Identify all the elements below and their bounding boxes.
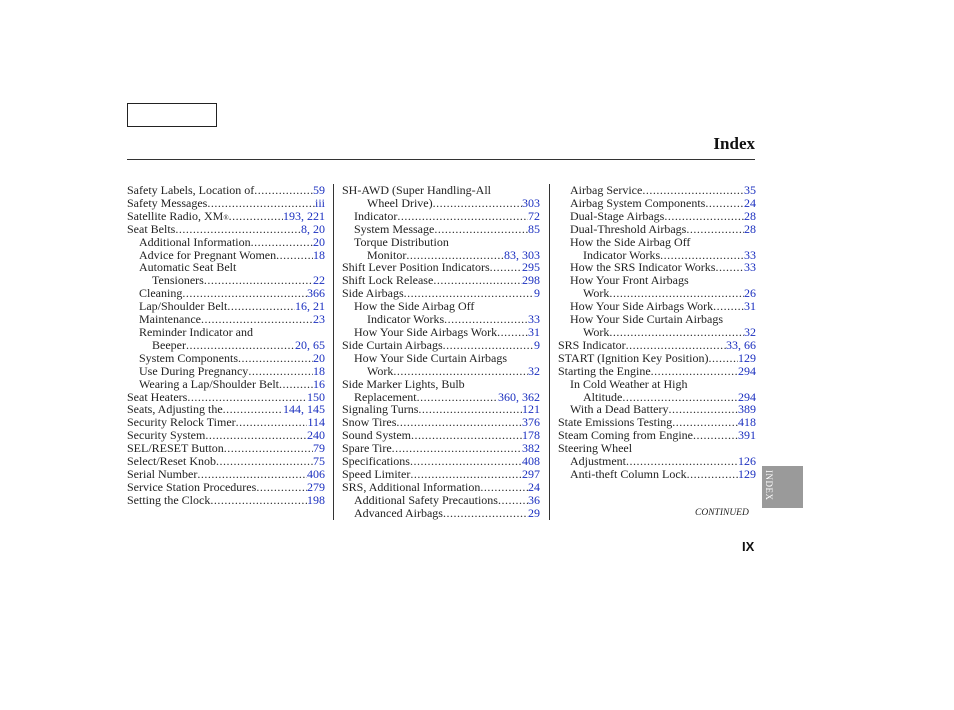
entry-label: Maintenance <box>139 312 201 327</box>
index-entry: Satellite Radio, XM ® ..... 193, 221 <box>127 210 325 223</box>
index-entry <box>558 184 756 197</box>
page-reference-link[interactable]: 18 <box>313 247 325 262</box>
page-reference-link[interactable]: 18 <box>313 363 325 378</box>
dot-leader <box>410 468 522 481</box>
page-reference-link[interactable]: 22 <box>313 273 325 288</box>
entry-label: Seat Belts <box>127 221 176 236</box>
page-reference-link[interactable]: 406 <box>307 466 325 481</box>
page-number: IX <box>742 539 755 554</box>
index-entry <box>342 210 540 223</box>
index-entry <box>558 210 756 223</box>
index-entry <box>558 326 756 339</box>
entry-label: Speed Limiter <box>342 466 411 481</box>
index-entry <box>342 507 540 520</box>
dot-leader <box>687 468 738 481</box>
dot-leader <box>229 210 283 223</box>
page-reference-link[interactable]: 31 <box>528 324 540 339</box>
entry-label: Advanced Airbags <box>354 505 443 520</box>
dot-leader <box>216 455 313 468</box>
page-reference-link[interactable]: iii <box>314 195 325 210</box>
entry-label: Safety Messages <box>127 195 208 210</box>
entry-label: Safety Labels, Location of <box>127 183 255 197</box>
entry-label: How Your Side Airbags Work <box>570 299 714 314</box>
entry-label: Airbag Service <box>570 183 643 197</box>
index-entry <box>342 455 540 468</box>
dot-leader <box>256 481 307 494</box>
page-reference-link[interactable]: 198 <box>307 492 325 507</box>
entry-label: Specifications <box>342 454 410 469</box>
index-entry <box>558 378 756 391</box>
dot-leader <box>497 326 528 339</box>
dot-leader <box>227 300 295 313</box>
page-reference-link[interactable]: 295 <box>522 260 540 275</box>
dot-leader <box>626 339 726 352</box>
index-column-2 <box>342 184 540 520</box>
entry-label: Side Airbags <box>342 286 404 301</box>
page-reference-link[interactable]: 32 <box>744 324 756 339</box>
page-reference-link[interactable]: 20, 65 <box>295 337 325 352</box>
entry-label: Additional Information <box>139 234 251 249</box>
index-entry <box>127 184 325 197</box>
entry-label: Steam Coming from Engine <box>558 428 693 443</box>
entry-label: Use During Pregnancy <box>139 363 249 378</box>
page-reference-link[interactable]: 33 <box>528 312 540 327</box>
entry-label: Airbag System Components <box>570 195 706 210</box>
index-entry <box>127 352 325 365</box>
dot-leader <box>609 326 744 339</box>
index-entry <box>127 468 325 481</box>
entry-label: SRS Indicator <box>558 337 626 352</box>
index-entry <box>127 339 325 352</box>
entry-label: Automatic Seat Belt <box>139 260 237 275</box>
entry-label: How the Side Airbag Off <box>354 299 475 314</box>
dot-leader <box>668 403 738 416</box>
entry-label: Spare Tire <box>342 441 392 456</box>
entry-label: Tensioners <box>152 273 204 288</box>
page-reference-link[interactable]: 20 <box>313 234 325 249</box>
entry-label: Shift Lock Release <box>342 273 434 288</box>
index-entry <box>558 197 756 210</box>
dot-leader <box>443 507 528 520</box>
dot-leader <box>626 455 738 468</box>
entry-label: Service Station Procedures <box>127 479 257 494</box>
entry-label: Shift Lever Position Indicators <box>342 260 490 275</box>
dot-leader <box>207 197 315 210</box>
index-entry <box>558 339 756 352</box>
index-side-tab[interactable] <box>762 466 803 508</box>
entry-label: SH-AWD (Super Handling-All <box>342 183 492 197</box>
entry-label: How the Side Airbag Off <box>570 234 691 249</box>
page-reference-link[interactable]: 121 <box>522 402 540 417</box>
index-entry <box>127 326 325 339</box>
page-reference-link[interactable]: 193, 221 <box>283 208 325 223</box>
entry-label: Cleaning <box>139 286 183 301</box>
entry-label: How Your Side Curtain Airbags <box>354 350 508 365</box>
entry-label: Additional Safety Precautions <box>354 492 498 507</box>
dot-leader <box>254 184 313 197</box>
page-reference-link[interactable]: 28 <box>744 208 756 223</box>
entry-label: Wheel Drive) <box>367 195 433 210</box>
dot-leader <box>686 223 744 236</box>
page-reference-link[interactable]: 126 <box>738 454 756 469</box>
page-reference-link[interactable]: 391 <box>738 428 756 443</box>
page-reference-link[interactable]: 29 <box>528 505 540 520</box>
index-entry <box>127 223 325 236</box>
dot-leader <box>397 210 528 223</box>
dot-leader <box>708 352 738 365</box>
entry-label: Sound System <box>342 428 412 443</box>
side-tab-label: INDEX <box>764 470 774 501</box>
page-reference-link[interactable]: 144, 145 <box>283 402 325 417</box>
dot-leader <box>411 429 522 442</box>
header-rule <box>127 159 755 160</box>
page-reference-link[interactable]: 114 <box>307 415 325 430</box>
page-reference-link[interactable]: 33 <box>744 247 756 262</box>
page-reference-link[interactable]: 408 <box>522 454 540 469</box>
entry-label: Starting the Engine <box>558 363 651 378</box>
index-entry <box>558 352 756 365</box>
entry-label: Replacement <box>354 389 417 404</box>
page-reference-link[interactable]: 28 <box>744 221 756 236</box>
header-tab-box <box>127 103 217 127</box>
page-reference-link[interactable]: 389 <box>738 402 756 417</box>
dot-leader <box>236 416 308 429</box>
continued-note: CONTINUED <box>695 508 749 518</box>
page-reference-link[interactable]: 382 <box>522 441 540 456</box>
entry-label: START (Ignition Key Position) <box>558 350 709 365</box>
page-reference-link[interactable]: 24 <box>744 195 756 210</box>
index-entry <box>127 455 325 468</box>
page-reference-link[interactable]: 9 <box>534 337 540 352</box>
entry-label: Side Curtain Airbags <box>342 337 443 352</box>
page-reference-link[interactable]: 279 <box>307 479 325 494</box>
entry-label: With a Dead Battery <box>570 402 669 417</box>
dot-leader <box>279 378 313 391</box>
dot-leader <box>418 403 522 416</box>
page-title: Index <box>713 134 755 153</box>
index-entry <box>558 236 756 249</box>
index-entry <box>127 197 325 210</box>
entry-label: Monitor <box>367 247 407 262</box>
dot-leader <box>433 274 522 287</box>
entry-label: Dual-Threshold Airbags <box>570 221 687 236</box>
dot-leader <box>224 442 313 455</box>
index-column-1 <box>127 184 325 507</box>
dot-leader <box>480 481 528 494</box>
entry-label: Lap/Shoulder Belt <box>139 299 228 314</box>
column-divider <box>549 184 550 520</box>
index-entry <box>558 468 756 481</box>
page-reference-link[interactable]: 83, 303 <box>504 247 540 262</box>
index-entry <box>342 481 540 494</box>
entry-label: Adjustment <box>570 454 626 469</box>
entry-label: State Emissions Testing <box>558 415 673 430</box>
page-reference-link[interactable]: 35 <box>744 183 756 197</box>
index-entry <box>342 236 540 249</box>
page-reference-link[interactable]: 75 <box>313 454 325 469</box>
index-entry <box>342 184 540 197</box>
index-entry <box>558 455 756 468</box>
entry-label: Seat Heaters <box>127 389 188 404</box>
dot-leader <box>417 391 498 404</box>
dot-leader <box>693 429 738 442</box>
entry-label: Reminder Indicator and <box>139 324 253 339</box>
page-reference-link[interactable]: 8, 20 <box>301 221 325 236</box>
dot-leader <box>664 210 744 223</box>
index-entry <box>127 378 325 391</box>
entry-label: How Your Side Airbags Work <box>354 324 498 339</box>
entry-label: Signaling Turns <box>342 402 419 417</box>
index-entry <box>127 236 325 249</box>
dot-leader <box>715 261 744 274</box>
page-reference-link[interactable]: 24 <box>528 479 540 494</box>
page-reference-link[interactable]: 298 <box>522 273 540 288</box>
page-reference-link[interactable]: 418 <box>738 415 756 430</box>
dot-leader <box>276 249 313 262</box>
page-reference-link[interactable]: 297 <box>522 466 540 481</box>
dot-leader <box>410 455 522 468</box>
page-reference-link[interactable]: 129 <box>738 350 756 365</box>
page-reference-link[interactable]: 31 <box>744 299 756 314</box>
page-reference-link[interactable]: 20 <box>313 350 325 365</box>
page-reference-link[interactable]: 178 <box>522 428 540 443</box>
entry-label: Torque Distribution <box>354 234 449 249</box>
dot-leader <box>251 236 313 249</box>
dot-leader <box>498 494 528 507</box>
entry-label: Setting the Clock <box>127 492 211 507</box>
dot-leader <box>186 339 295 352</box>
entry-label: Altitude <box>583 389 623 404</box>
entry-label: Serial Number <box>127 466 198 481</box>
page-reference-link[interactable]: 129 <box>738 466 756 481</box>
entry-label: Select/Reset Knob <box>127 454 216 469</box>
entry-label: Security System <box>127 428 206 443</box>
entry-label: System Message <box>354 221 435 236</box>
page-reference-link[interactable]: 32 <box>528 363 540 378</box>
page-reference-link[interactable]: 366 <box>307 286 325 301</box>
page-reference-link[interactable]: 150 <box>307 389 325 404</box>
entry-label: Work <box>367 363 394 378</box>
index-entry <box>127 365 325 378</box>
page-reference-link[interactable]: 294 <box>738 389 756 404</box>
entry-label: In Cold Weather at High <box>570 376 688 391</box>
index-entry <box>342 326 540 339</box>
page-reference-link[interactable]: 23 <box>313 312 325 327</box>
dot-leader <box>248 365 313 378</box>
page-reference-link[interactable]: 33 <box>744 260 756 275</box>
entry-label: Work <box>583 286 610 301</box>
page-reference-link[interactable]: 240 <box>307 428 325 443</box>
entry-label: Indicator Works <box>367 312 445 327</box>
index-entry <box>342 468 540 481</box>
entry-label: Seats, Adjusting the <box>127 402 223 417</box>
dot-leader <box>642 184 744 197</box>
page-reference-link[interactable]: 16, 21 <box>295 299 325 314</box>
entry-label: Indicator <box>354 208 398 223</box>
index-entry <box>342 378 540 391</box>
page-reference-link[interactable]: 294 <box>738 363 756 378</box>
index-column-3 <box>558 184 756 481</box>
page-reference-link[interactable]: 59 <box>313 183 325 197</box>
entry-label: Work <box>583 324 610 339</box>
dot-leader <box>197 468 307 481</box>
page-reference-link[interactable]: 36 <box>528 492 540 507</box>
page-reference-link[interactable]: 72 <box>528 208 540 223</box>
index-entry <box>127 494 325 507</box>
entry-label: Snow Tires <box>342 415 397 430</box>
dot-leader <box>705 197 744 210</box>
dot-leader <box>396 416 522 429</box>
dot-leader <box>210 494 307 507</box>
page-reference-link[interactable]: 360, 362 <box>498 389 540 404</box>
page-reference-link[interactable]: 16 <box>313 376 325 391</box>
entry-label: Side Marker Lights, Bulb <box>342 376 465 391</box>
page-reference-link[interactable]: 303 <box>522 195 540 210</box>
index-entry <box>342 494 540 507</box>
entry-label: Steering Wheel <box>558 441 633 456</box>
dot-leader <box>175 223 301 236</box>
dot-leader <box>490 261 522 274</box>
entry-label: System Components <box>139 350 239 365</box>
entry-label: Beeper <box>152 337 186 352</box>
page-reference-link[interactable]: 376 <box>522 415 540 430</box>
dot-leader <box>238 352 313 365</box>
entry-label: Satellite Radio, XM <box>127 208 224 223</box>
entry-label: Anti-theft Column Lock <box>570 466 687 481</box>
entry-label: Indicator Works <box>583 247 661 262</box>
dot-leader <box>392 442 522 455</box>
index-entry <box>127 481 325 494</box>
page-reference-link[interactable]: 33, 66 <box>726 337 756 352</box>
page-reference-link[interactable]: 26 <box>744 286 756 301</box>
entry-label: Dual-Stage Airbags <box>570 208 665 223</box>
page-reference-link[interactable]: 79 <box>313 441 325 456</box>
index-entry <box>342 197 540 210</box>
entry-label: Wearing a Lap/Shoulder Belt <box>139 376 279 391</box>
page-reference-link[interactable]: 9 <box>534 286 540 301</box>
entry-label: How Your Side Curtain Airbags <box>570 312 724 327</box>
entry-label: SEL/RESET Button <box>127 441 224 456</box>
column-divider <box>333 184 334 520</box>
entry-label: SRS, Additional Information <box>342 479 481 494</box>
index-entry <box>342 352 540 365</box>
entry-label: Security Relock Timer <box>127 415 236 430</box>
entry-label: How Your Front Airbags <box>570 273 689 288</box>
dot-leader <box>433 197 522 210</box>
page-reference-link[interactable]: 85 <box>528 221 540 236</box>
entry-label: Advice for Pregnant Women <box>139 247 277 262</box>
dot-leader <box>204 274 313 287</box>
entry-label: How the SRS Indicator Works <box>570 260 716 275</box>
